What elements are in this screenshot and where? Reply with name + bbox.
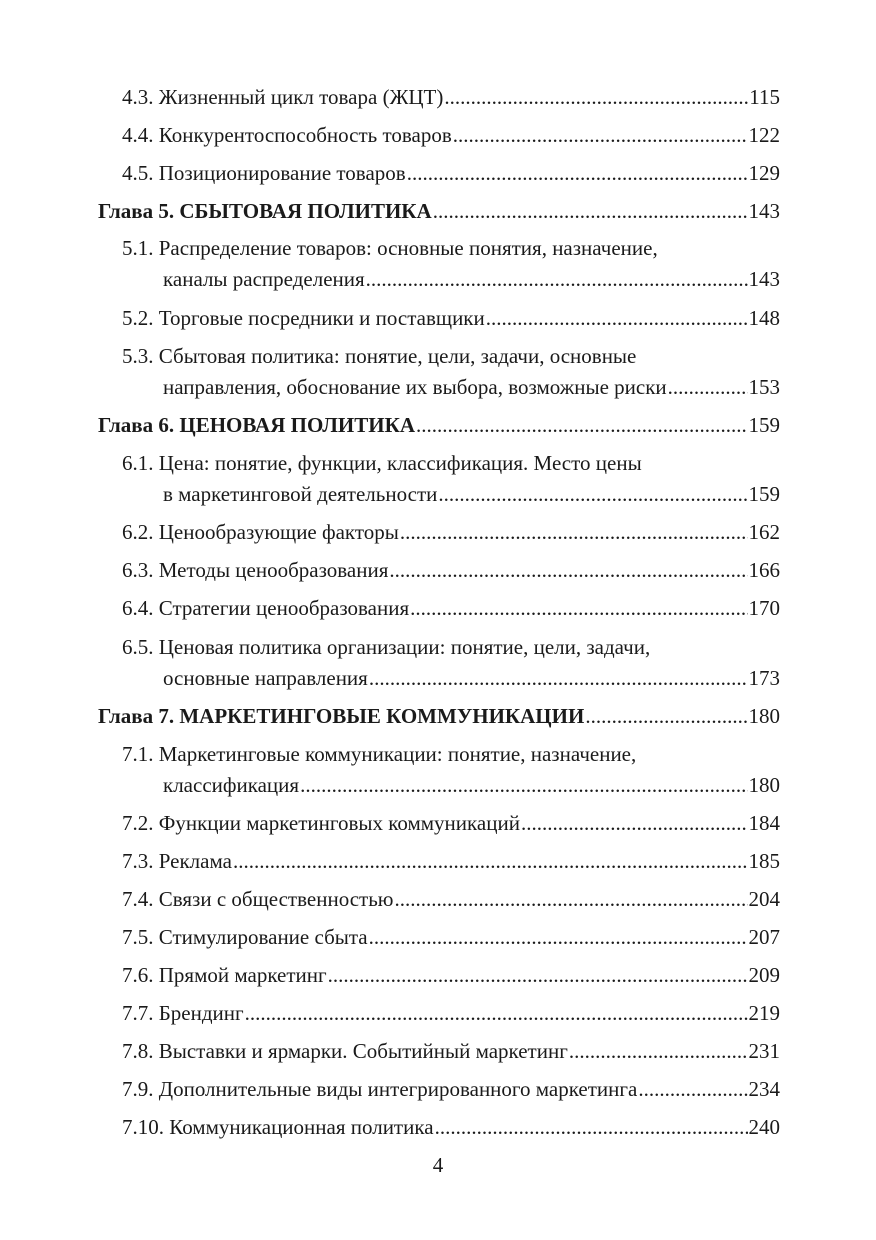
toc-page-number: 122	[748, 123, 780, 147]
toc-page-number: 143	[748, 199, 780, 223]
dot-leader	[369, 925, 748, 949]
dot-leader	[486, 306, 748, 330]
toc-page-number: 115	[749, 85, 780, 109]
dot-leader	[569, 1039, 748, 1063]
toc-page-number: 240	[748, 1115, 780, 1139]
toc-title-line1: Распределение товаров: основные понятия, назначение,	[158, 236, 658, 260]
toc-page-number: 207	[748, 925, 780, 949]
toc-page-number: 184	[748, 811, 780, 835]
toc-page-number: 166	[748, 558, 780, 582]
toc-title: 6.4. Стратегии ценообразования	[122, 596, 410, 620]
dot-leader	[435, 1115, 748, 1139]
toc-page-number: 231	[748, 1039, 780, 1063]
dot-leader	[416, 413, 748, 437]
toc-title: 4.5. Позиционирование товаров	[122, 161, 406, 185]
dot-leader	[233, 849, 748, 873]
toc-chapter-title: Глава 5. СБЫТОВАЯ ПОЛИТИКА	[98, 199, 432, 223]
toc-title: 7.3. Реклама	[122, 849, 232, 873]
dot-leader	[328, 963, 748, 987]
toc-page-number: 204	[748, 887, 780, 911]
toc-title: 6.2. Ценообразующие факторы	[122, 520, 399, 544]
toc-page-number: 185	[748, 849, 780, 873]
toc-title-line1: Ценовая политика организации: понятие, цели, задачи,	[158, 635, 651, 659]
toc-title: основные направления	[163, 666, 368, 690]
toc-title: каналы распределения	[163, 267, 365, 291]
toc-title: 7.7. Брендинг	[122, 1001, 244, 1025]
toc-title: 4.3. Жизненный цикл товара (ЖЦТ)	[122, 85, 444, 109]
toc-title: в маркетинговой деятельности	[163, 482, 438, 506]
toc-page-number: 159	[748, 482, 780, 506]
dot-leader	[453, 123, 748, 147]
dot-leader	[245, 1001, 748, 1025]
dot-leader	[585, 704, 747, 728]
dot-leader	[638, 1077, 747, 1101]
dot-leader	[369, 666, 748, 690]
dot-leader	[300, 773, 747, 797]
dot-leader	[668, 375, 748, 399]
toc-page-number: 170	[748, 596, 780, 620]
toc-title: 7.4. Связи с общественностью	[122, 887, 394, 911]
dot-leader	[438, 482, 747, 506]
toc-title: направления, обоснование их выбора, возможные риски	[163, 375, 667, 399]
toc-page-number: 180	[748, 773, 780, 797]
dot-leader	[433, 199, 748, 223]
toc-page-number: 153	[748, 375, 780, 399]
toc-page-number: 234	[748, 1077, 780, 1101]
toc-page-number: 159	[748, 413, 780, 437]
dot-leader	[366, 267, 748, 291]
toc-title: 7.8. Выставки и ярмарки. Событийный маркетинг	[122, 1039, 568, 1063]
dot-leader	[444, 85, 748, 109]
toc-title-line1: Сбытовая политика: понятие, цели, задачи, основные	[158, 344, 637, 368]
toc-page-number: 143	[748, 267, 780, 291]
toc-title: 6.3. Методы ценообразования	[122, 558, 389, 582]
dot-leader	[394, 887, 747, 911]
toc-page-number: 173	[748, 666, 780, 690]
toc-title: 7.9. Дополнительные виды интегрированного маркетинга	[122, 1077, 638, 1101]
toc-title: 7.10. Коммуникационная политика	[122, 1115, 434, 1139]
toc-title: 7.2. Функции маркетинговых коммуникаций	[122, 811, 520, 835]
toc-title-line1: Маркетинговые коммуникации: понятие, назначение,	[158, 742, 637, 766]
toc-chapter-title: Глава 6. ЦЕНОВАЯ ПОЛИТИКА	[98, 413, 415, 437]
dot-leader	[521, 811, 748, 835]
toc-title: 7.6. Прямой маркетинг	[122, 963, 327, 987]
toc-title: 5.2. Торговые посредники и поставщики	[122, 306, 485, 330]
toc-page-number: 180	[748, 704, 780, 728]
toc-title: классификация	[163, 773, 300, 797]
dot-leader	[400, 520, 748, 544]
toc-title: 4.4. Конкурентоспособность товаров	[122, 123, 452, 147]
toc-title: 7.5. Стимулирование сбыта	[122, 925, 368, 949]
dot-leader	[389, 558, 747, 582]
toc-page-number: 129	[748, 161, 780, 185]
page-number-footer: 4	[432, 1153, 444, 1177]
toc-page-number: 148	[748, 306, 780, 330]
dot-leader	[410, 596, 747, 620]
toc-chapter-title: Глава 7. МАРКЕТИНГОВЫЕ КОММУНИКАЦИИ	[98, 704, 585, 728]
toc-page-number: 219	[748, 1001, 780, 1025]
dot-leader	[407, 161, 748, 185]
toc-page-number: 209	[748, 963, 780, 987]
toc-page-number: 162	[748, 520, 780, 544]
toc-title-line1: Цена: понятие, функции, классификация. Место цены	[158, 451, 642, 475]
